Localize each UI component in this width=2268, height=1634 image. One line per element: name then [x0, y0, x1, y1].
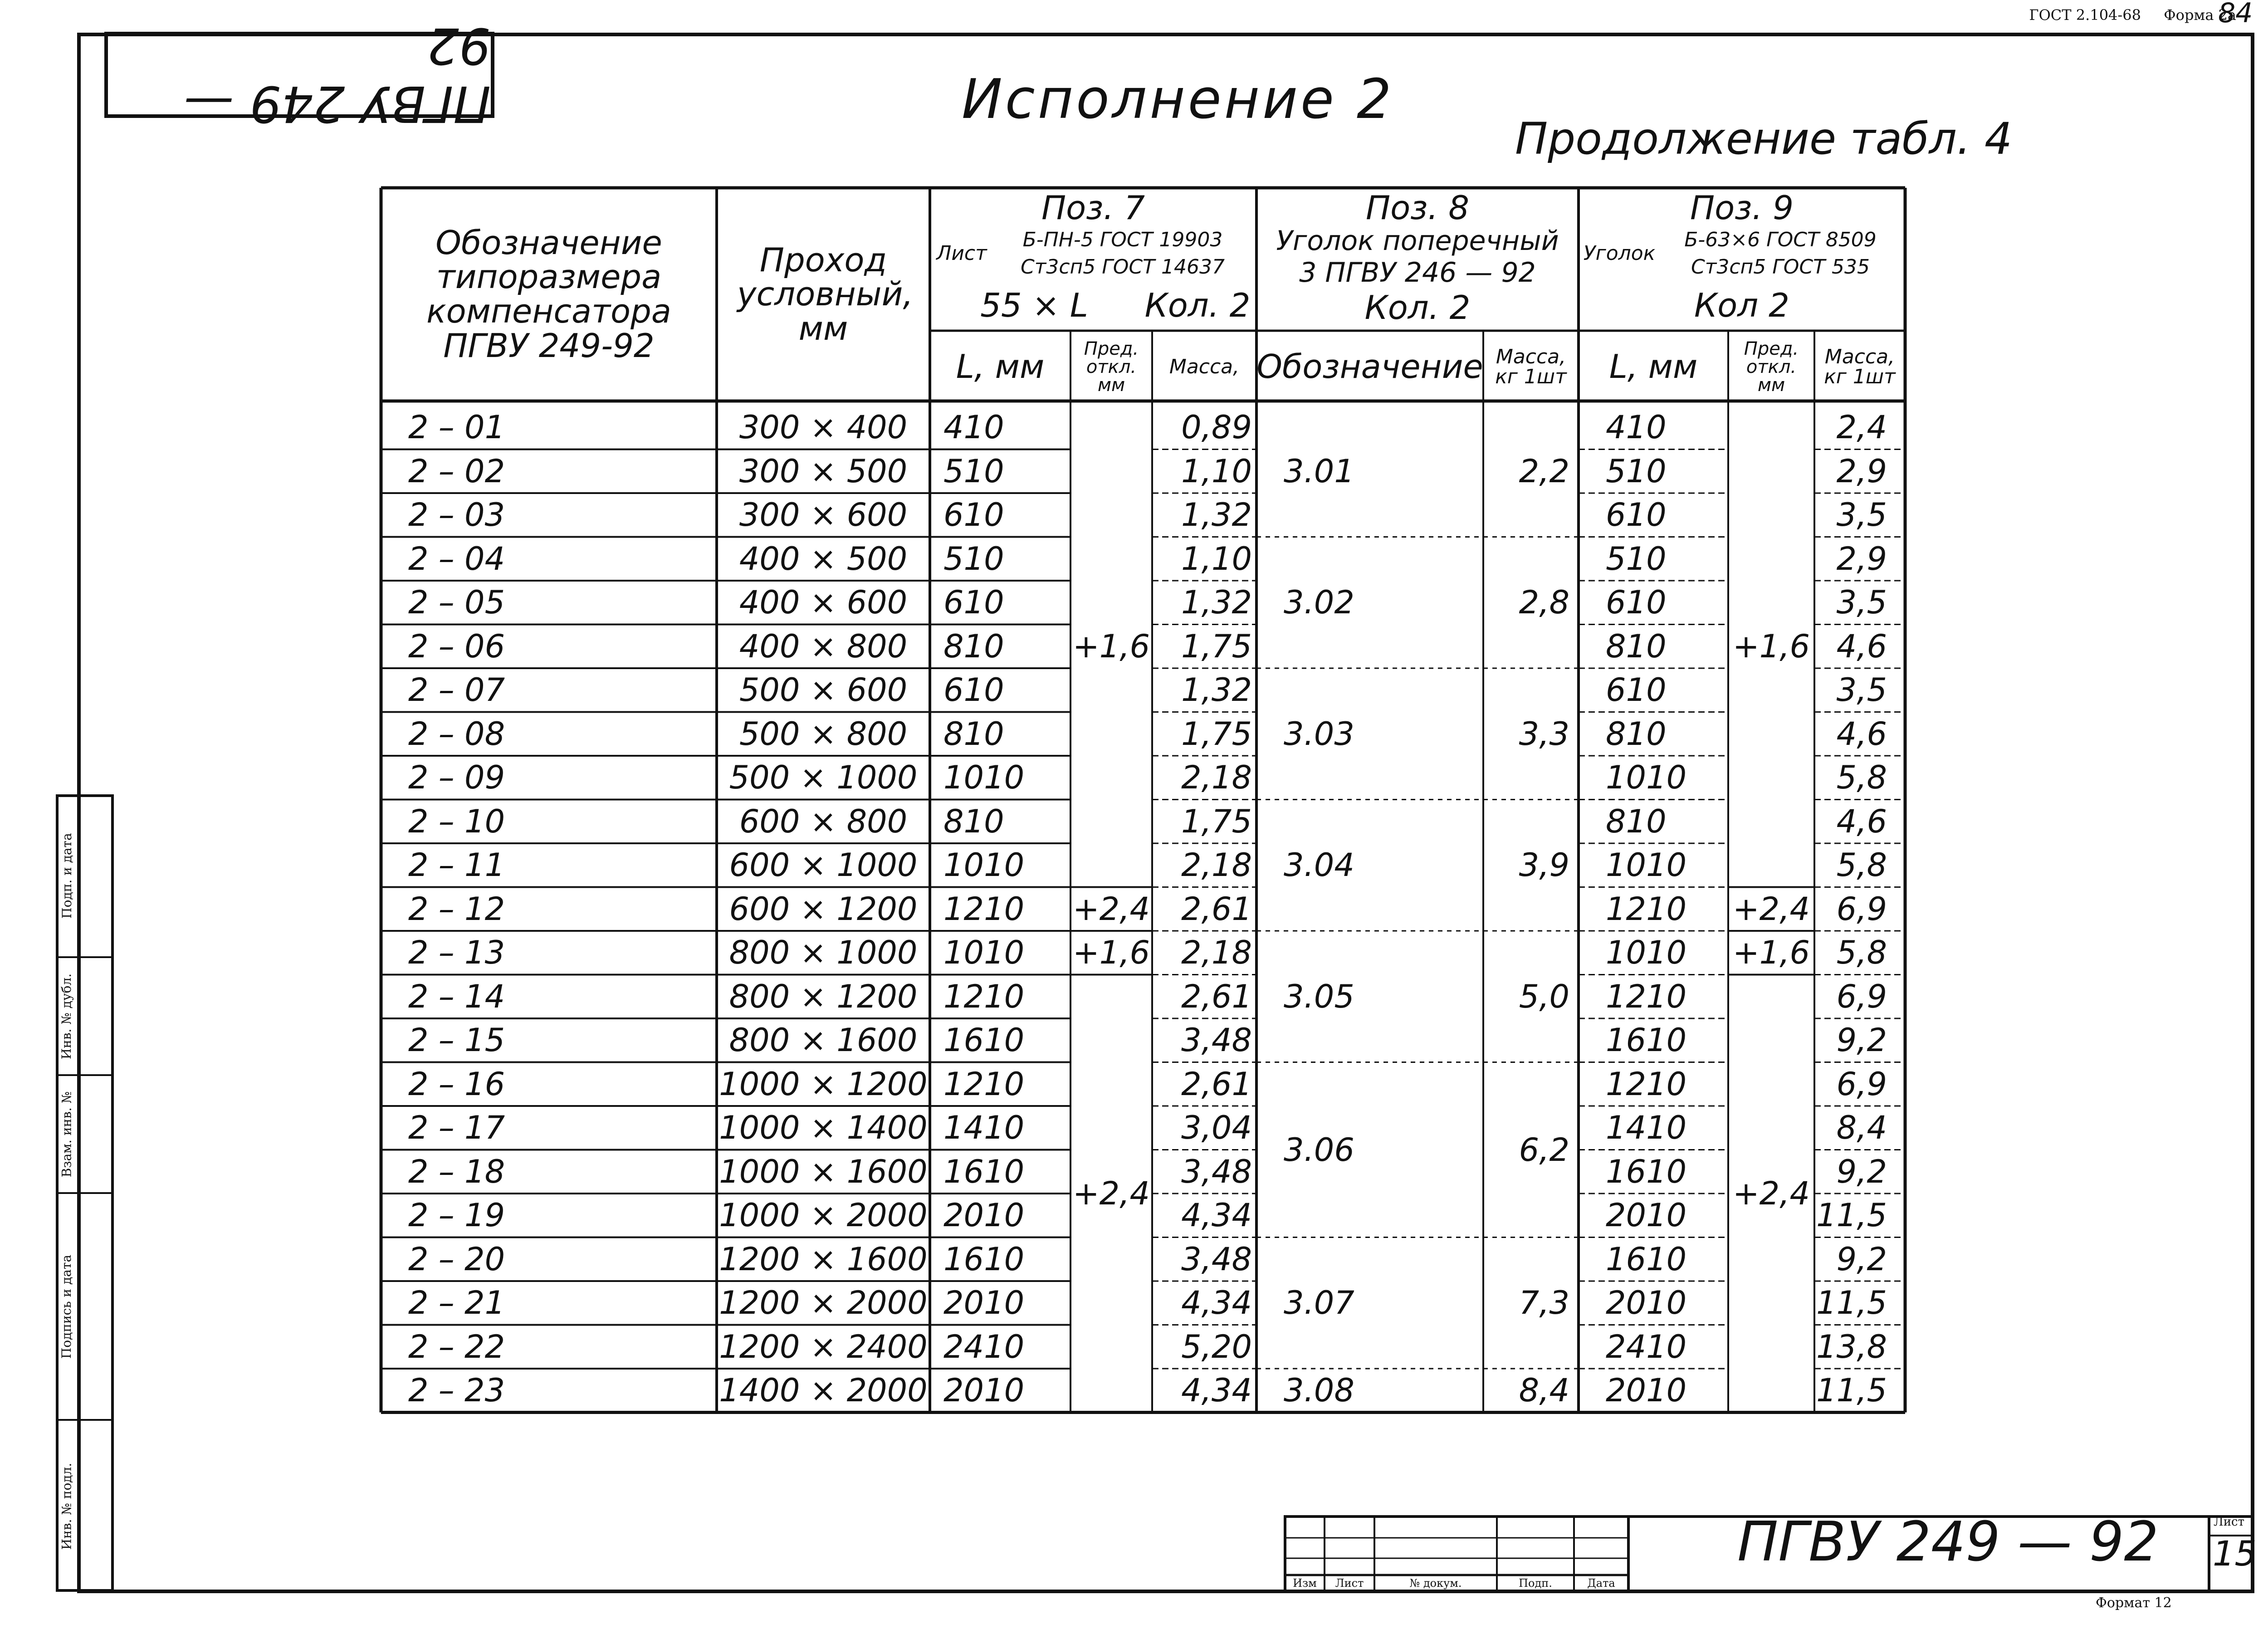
side-label-4: Инв. № подл. — [59, 1463, 74, 1550]
tolerance7-group: +2,4 — [1073, 890, 1150, 928]
subheader-mass7: Масса, — [1169, 355, 1240, 378]
stamp-sheet-number: 15 — [2213, 1533, 2257, 1574]
subheader-mass8 — [1483, 333, 1579, 401]
row-l7: 1210 — [943, 890, 1025, 928]
tolerance9-group: +2,4 — [1733, 1175, 1810, 1212]
pos8-mass: 2,8 — [1519, 584, 1569, 621]
sheet-number: 84 — [2218, 0, 2253, 29]
side-label-sign-date — [55, 794, 78, 957]
row-l7: 810 — [943, 627, 1004, 665]
row-l9: 1210 — [1606, 978, 1687, 1015]
row-l7: 1010 — [943, 846, 1025, 884]
row-code: 2 – 21 — [408, 1284, 505, 1322]
side-label-2: Взам. инв. № — [59, 1091, 74, 1177]
row-l9: 1010 — [1606, 846, 1687, 884]
stamp-label-date: Дата — [1587, 1577, 1615, 1590]
pos8-designation: 3.04 — [1284, 846, 1354, 884]
header-pos7-spec-top: Б-ПН-5 ГОСТ 19903 — [1022, 228, 1223, 251]
header-pos7-prefix: Лист — [936, 242, 987, 265]
subheader-mass8-text: Масса, кг 1шт — [1495, 345, 1567, 388]
row-l9: 1610 — [1606, 1153, 1687, 1190]
row-m9: 5,8 — [1836, 934, 1887, 972]
header-pos8-line2: 3 ПГВУ 246 — 92 — [1299, 257, 1536, 289]
row-passage: 300 × 600 — [739, 496, 908, 534]
row-l9: 610 — [1606, 584, 1667, 621]
row-m9: 5,8 — [1836, 846, 1887, 884]
row-l9: 1610 — [1606, 1240, 1687, 1278]
pos8-designation: 3.03 — [1284, 715, 1354, 753]
row-passage: 500 × 800 — [739, 715, 908, 753]
form-label: Форма 2а — [2164, 6, 2236, 24]
row-m7: 0,89 — [1181, 409, 1252, 446]
row-l7: 510 — [943, 540, 1004, 577]
row-m9: 6,9 — [1836, 890, 1887, 928]
row-m9: 9,2 — [1836, 1153, 1887, 1190]
row-l7: 2010 — [943, 1197, 1025, 1234]
pos8-designation: 3.08 — [1284, 1372, 1354, 1409]
stamp-label-change: Изм — [1293, 1577, 1317, 1590]
row-passage: 1000 × 1200 — [719, 1065, 928, 1103]
row-code: 2 – 06 — [408, 627, 505, 665]
row-m7: 1,32 — [1181, 671, 1252, 709]
row-code: 2 – 01 — [408, 409, 505, 446]
stamp-sheet-label: Лист — [2214, 1515, 2244, 1529]
tolerance7-group: +2,4 — [1073, 1175, 1150, 1212]
doc-code-rotated: ПГВУ 249 — 92 — [184, 17, 491, 133]
header-pos7-spec-bottom: Ст3сп5 ГОСТ 14637 — [1021, 255, 1225, 279]
header-pos8-qty: Кол. 2 — [1364, 289, 1471, 327]
header-pos9-qty: Кол 2 — [1694, 286, 1789, 325]
row-m7: 3,48 — [1181, 1153, 1252, 1190]
row-passage: 400 × 800 — [739, 627, 908, 665]
subheader-tol7-text: Пред. откл. мм — [1084, 338, 1139, 396]
row-l9: 2010 — [1606, 1284, 1687, 1322]
row-passage: 300 × 400 — [739, 409, 908, 446]
row-passage: 1000 × 2000 — [719, 1197, 928, 1234]
header-designation-text: Обозначение типоразмера компенсатора ПГВУ 249-92 — [426, 223, 671, 365]
stamp-label-docnum: № докум. — [1409, 1577, 1462, 1590]
pos8-mass: 3,9 — [1519, 846, 1569, 884]
row-l7: 610 — [943, 496, 1004, 534]
row-m7: 2,18 — [1181, 759, 1252, 797]
row-passage: 800 × 1000 — [729, 934, 918, 972]
row-m9: 6,9 — [1836, 978, 1887, 1015]
row-m7: 1,75 — [1181, 627, 1252, 665]
side-label-1: Инв. № дубл. — [59, 973, 74, 1059]
tolerance9-group: +1,6 — [1733, 627, 1810, 665]
row-m7: 2,18 — [1181, 846, 1252, 884]
header-pos9-spec-top: Б-63×6 ГОСТ 8509 — [1684, 228, 1877, 251]
row-l7: 510 — [943, 452, 1004, 490]
gost-label: ГОСТ 2.104-68 — [2029, 6, 2141, 24]
pos8-mass: 6,2 — [1519, 1131, 1569, 1169]
stamp-label-sheet: Лист — [1335, 1577, 1364, 1590]
subheader-mass9 — [1814, 333, 1905, 401]
side-label-signature-date — [55, 1193, 78, 1420]
row-m7: 1,10 — [1181, 540, 1252, 577]
row-passage: 400 × 600 — [739, 584, 908, 621]
row-l7: 610 — [943, 584, 1004, 621]
subheader-tol9 — [1728, 333, 1814, 401]
row-l9: 2010 — [1606, 1372, 1687, 1409]
row-code: 2 – 05 — [408, 584, 505, 621]
row-m7: 3,48 — [1181, 1022, 1252, 1059]
row-code: 2 – 12 — [408, 890, 505, 928]
row-m9: 2,9 — [1836, 452, 1887, 490]
row-code: 2 – 23 — [408, 1372, 505, 1409]
row-l9: 1210 — [1606, 1065, 1687, 1103]
row-m9: 9,2 — [1836, 1240, 1887, 1278]
side-strip — [55, 794, 114, 1592]
row-passage: 800 × 1600 — [729, 1022, 918, 1059]
row-code: 2 – 15 — [408, 1022, 505, 1059]
row-m7: 5,20 — [1181, 1328, 1252, 1365]
row-passage: 400 × 500 — [739, 540, 908, 577]
row-l7: 2010 — [943, 1284, 1025, 1322]
row-l9: 410 — [1606, 409, 1667, 446]
row-m9: 11,5 — [1816, 1197, 1887, 1234]
row-m7: 3,04 — [1181, 1109, 1252, 1147]
row-code: 2 – 03 — [408, 496, 505, 534]
row-code: 2 – 14 — [408, 978, 505, 1015]
side-label-orig-inv — [55, 1420, 78, 1592]
tolerance7-group: +1,6 — [1073, 934, 1150, 972]
side-label-dup-inv — [55, 957, 78, 1075]
row-l9: 610 — [1606, 671, 1667, 709]
row-passage: 600 × 1000 — [729, 846, 918, 884]
stamp-doc-code: ПГВУ 249 — 92 — [1737, 1511, 2159, 1574]
subheader-L9: L, мм — [1609, 347, 1698, 386]
row-l9: 2410 — [1606, 1328, 1687, 1365]
row-code: 2 – 11 — [408, 846, 505, 884]
row-passage: 1000 × 1400 — [719, 1109, 928, 1147]
row-code: 2 – 02 — [408, 452, 505, 490]
page-title: Исполнение 2 — [962, 68, 1394, 131]
row-l7: 1210 — [943, 1065, 1025, 1103]
pos8-designation: 3.06 — [1284, 1131, 1354, 1169]
row-code: 2 – 16 — [408, 1065, 505, 1103]
tolerance9-group: +1,6 — [1733, 934, 1810, 972]
row-m7: 2,61 — [1181, 978, 1252, 1015]
row-m9: 4,6 — [1836, 802, 1887, 840]
row-m9: 9,2 — [1836, 1022, 1887, 1059]
row-m7: 1,75 — [1181, 802, 1252, 840]
row-l7: 2410 — [943, 1328, 1025, 1365]
page-subtitle: Продолжение табл. 4 — [1515, 113, 2013, 164]
row-passage: 1200 × 1600 — [719, 1240, 928, 1278]
row-m7: 4,34 — [1181, 1372, 1252, 1409]
row-passage: 500 × 1000 — [729, 759, 918, 797]
header-pos8-title: Поз. 8 — [1365, 189, 1470, 227]
subheader-tol9-text: Пред. откл. мм — [1744, 338, 1799, 396]
row-l9: 810 — [1606, 715, 1667, 753]
row-m9: 3,5 — [1836, 671, 1887, 709]
pos8-designation: 3.02 — [1284, 584, 1354, 621]
subheader-tol7 — [1070, 333, 1152, 401]
side-label-0: Подп. и дата — [59, 832, 74, 919]
row-m7: 1,32 — [1181, 496, 1252, 534]
row-passage: 1000 × 1600 — [719, 1153, 928, 1190]
row-l9: 810 — [1606, 802, 1667, 840]
row-passage: 1200 × 2400 — [719, 1328, 928, 1365]
row-passage: 600 × 800 — [739, 802, 908, 840]
row-code: 2 – 19 — [408, 1197, 505, 1234]
row-code: 2 – 08 — [408, 715, 505, 753]
row-l7: 1610 — [943, 1022, 1025, 1059]
header-pos8-line1: Уголок поперечный — [1276, 225, 1559, 257]
row-code: 2 – 22 — [408, 1328, 505, 1365]
row-m9: 4,6 — [1836, 715, 1887, 753]
row-m7: 4,34 — [1181, 1197, 1252, 1234]
row-l9: 510 — [1606, 452, 1667, 490]
doc-code-box — [104, 17, 494, 133]
row-passage: 1400 × 2000 — [719, 1372, 928, 1409]
row-code: 2 – 04 — [408, 540, 505, 577]
row-m9: 2,9 — [1836, 540, 1887, 577]
pos8-designation: 3.07 — [1284, 1284, 1354, 1322]
row-m7: 4,34 — [1181, 1284, 1252, 1322]
row-m9: 11,5 — [1816, 1284, 1887, 1322]
row-m7: 2,61 — [1181, 890, 1252, 928]
row-l7: 2010 — [943, 1372, 1025, 1409]
row-code: 2 – 13 — [408, 934, 505, 972]
header-designation — [381, 188, 717, 401]
row-l7: 1610 — [943, 1240, 1025, 1278]
pos8-mass: 7,3 — [1519, 1284, 1569, 1322]
header-pos9-title: Поз. 9 — [1690, 189, 1794, 227]
pos8-mass: 2,2 — [1519, 452, 1569, 490]
header-pos7-title: Поз. 7 — [1041, 189, 1145, 227]
format-label: Формат 12 — [2096, 1595, 2172, 1611]
row-l7: 610 — [943, 671, 1004, 709]
row-l7: 1210 — [943, 978, 1025, 1015]
row-m9: 5,8 — [1836, 759, 1887, 797]
row-l9: 510 — [1606, 540, 1667, 577]
row-m7: 1,10 — [1181, 452, 1252, 490]
row-m7: 2,61 — [1181, 1065, 1252, 1103]
row-code: 2 – 18 — [408, 1153, 505, 1190]
row-m7: 1,32 — [1181, 584, 1252, 621]
row-m7: 1,75 — [1181, 715, 1252, 753]
row-code: 2 – 17 — [408, 1109, 505, 1147]
side-label-3: Подпись и дата — [59, 1254, 74, 1359]
header-pos9-spec-bottom: Ст3сп5 ГОСТ 535 — [1691, 255, 1870, 279]
pos8-mass: 5,0 — [1519, 978, 1569, 1015]
row-l7: 810 — [943, 802, 1004, 840]
spec-table — [372, 179, 1914, 1422]
row-l7: 1410 — [943, 1109, 1025, 1147]
subheader-L7: L, мм — [956, 347, 1045, 386]
row-m9: 3,5 — [1836, 584, 1887, 621]
row-m9: 6,9 — [1836, 1065, 1887, 1103]
row-passage: 300 × 500 — [739, 452, 908, 490]
header-pos7-qty: Кол. 2 — [1144, 286, 1251, 325]
row-m9: 2,4 — [1836, 409, 1887, 446]
row-l9: 2010 — [1606, 1197, 1687, 1234]
top-right-meta — [2011, 6, 2236, 24]
subheader-mass9-text: Масса, кг 1шт — [1824, 345, 1896, 388]
row-code: 2 – 09 — [408, 759, 505, 797]
row-passage: 500 × 600 — [739, 671, 908, 709]
row-l9: 1410 — [1606, 1109, 1687, 1147]
row-m9: 3,5 — [1836, 496, 1887, 534]
row-l9: 1010 — [1606, 759, 1687, 797]
row-l7: 1610 — [943, 1153, 1025, 1190]
side-label-replace-inv — [55, 1075, 78, 1193]
stamp-label-sign: Подп. — [1519, 1577, 1552, 1590]
row-l7: 1010 — [943, 934, 1025, 972]
pos8-mass: 8,4 — [1519, 1372, 1569, 1409]
row-l9: 1010 — [1606, 934, 1687, 972]
row-m9: 4,6 — [1836, 627, 1887, 665]
row-l9: 810 — [1606, 627, 1667, 665]
pos8-designation: 3.05 — [1284, 978, 1354, 1015]
row-passage: 800 × 1200 — [729, 978, 918, 1015]
tolerance7-group: +1,6 — [1073, 627, 1150, 665]
header-pos7-size: 55 × L — [980, 286, 1088, 325]
row-passage: 1200 × 2000 — [719, 1284, 928, 1322]
row-code: 2 – 07 — [408, 671, 505, 709]
pos8-mass: 3,3 — [1519, 715, 1569, 753]
tolerance9-group: +2,4 — [1733, 890, 1810, 928]
row-l7: 810 — [943, 715, 1004, 753]
row-passage: 600 × 1200 — [729, 890, 918, 928]
row-m7: 2,18 — [1181, 934, 1252, 972]
header-passage-text: Проход условный, мм — [737, 240, 914, 347]
row-l9: 610 — [1606, 496, 1667, 534]
row-l9: 1210 — [1606, 890, 1687, 928]
row-l9: 1610 — [1606, 1022, 1687, 1059]
row-code: 2 – 20 — [408, 1240, 505, 1278]
header-pos9-prefix: Уголок — [1583, 242, 1656, 265]
row-m9: 8,4 — [1836, 1109, 1887, 1147]
row-l7: 410 — [943, 409, 1004, 446]
row-m7: 3,48 — [1181, 1240, 1252, 1278]
row-m9: 11,5 — [1816, 1372, 1887, 1409]
pos8-designation: 3.01 — [1284, 452, 1354, 490]
row-l7: 1010 — [943, 759, 1025, 797]
subheader-designation8: Обозначение — [1256, 347, 1483, 386]
row-m9: 13,8 — [1816, 1328, 1887, 1365]
header-passage — [717, 188, 930, 401]
row-code: 2 – 10 — [408, 802, 505, 840]
